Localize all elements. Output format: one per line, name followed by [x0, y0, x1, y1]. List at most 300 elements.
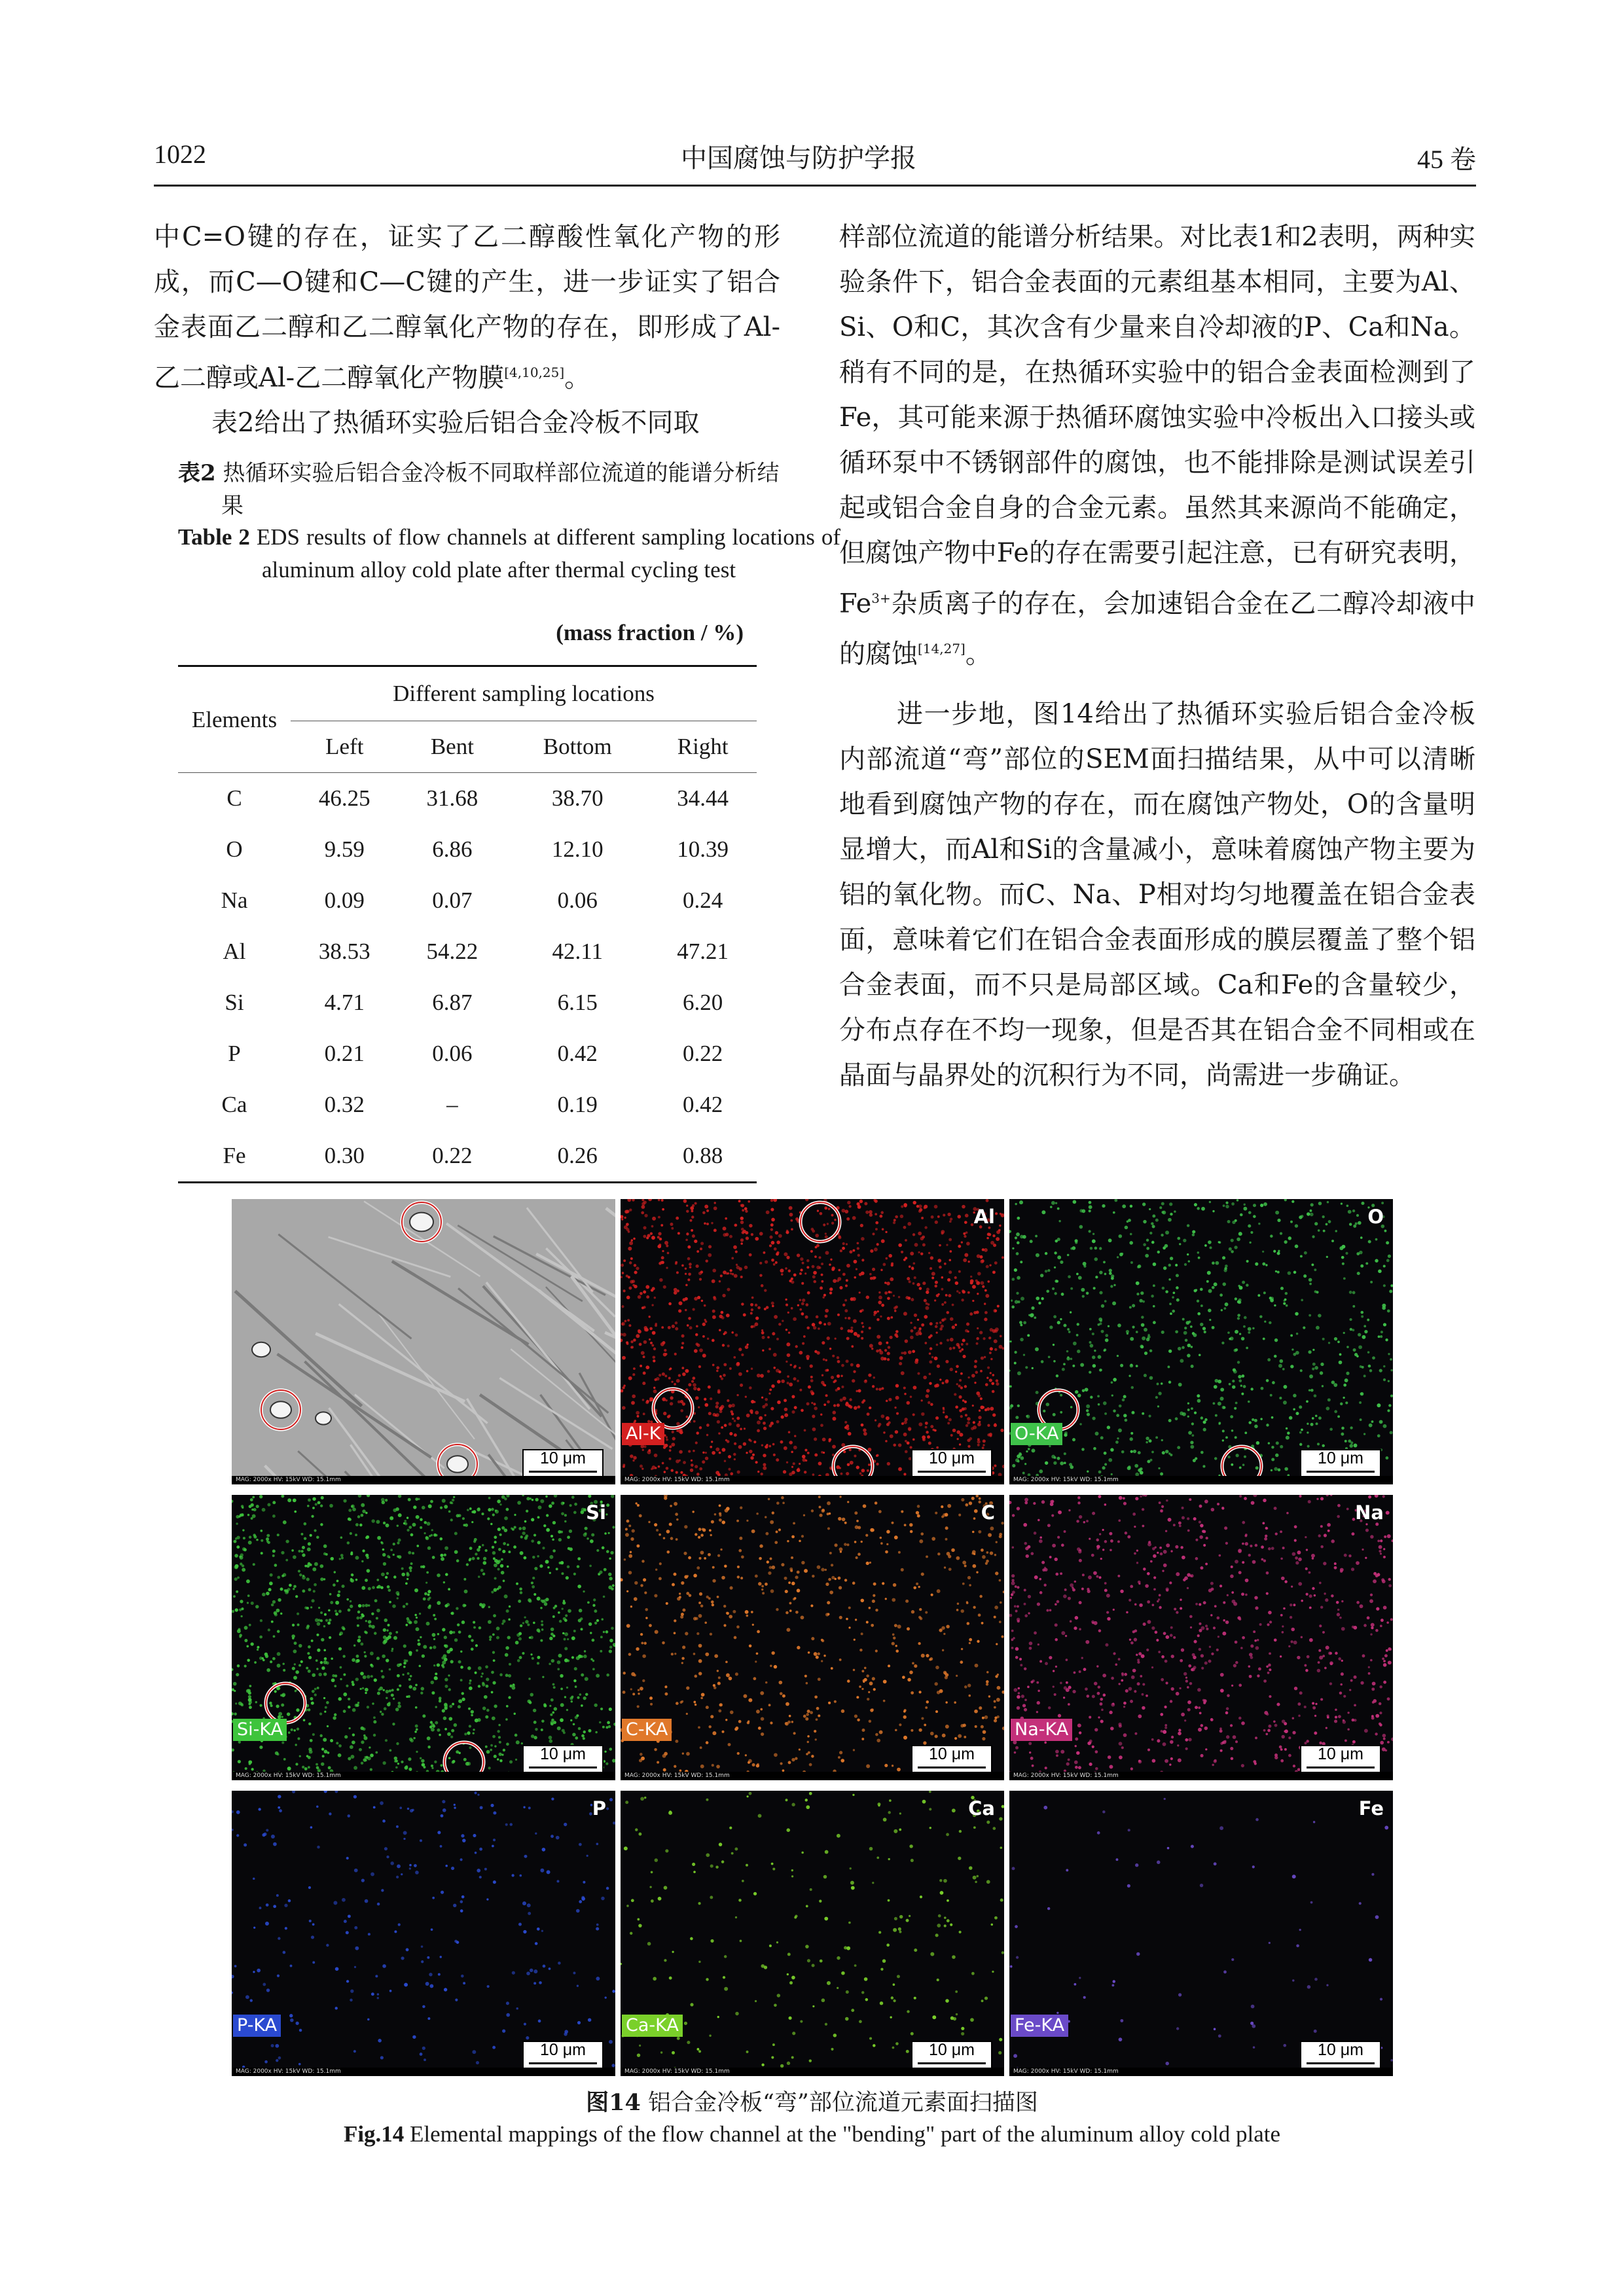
map-dot — [1053, 1670, 1055, 1672]
map-dot — [432, 1633, 436, 1637]
map-dot — [443, 1717, 447, 1721]
map-dot — [861, 1632, 863, 1635]
map-dot — [255, 1605, 259, 1608]
map-dot — [1034, 1632, 1037, 1635]
map-dot — [930, 1256, 933, 1259]
map-dot — [676, 1538, 678, 1541]
table-col-right: Right — [677, 734, 729, 759]
map-dot — [397, 1597, 399, 1599]
map-dot — [699, 1426, 702, 1429]
map-dot — [1089, 1210, 1091, 1212]
map-dot — [729, 1235, 732, 1238]
map-dot — [1231, 1202, 1235, 1206]
map-dot — [1045, 1252, 1047, 1255]
map-dot — [339, 1558, 341, 1560]
map-dot — [795, 1575, 798, 1579]
map-dot — [679, 1596, 681, 1598]
map-dot — [1070, 1287, 1073, 1290]
map-dot — [869, 1210, 873, 1214]
table-cell-element: Na — [221, 888, 248, 913]
map-dot — [530, 1653, 532, 1655]
map-dot — [790, 1219, 793, 1222]
map-dot — [960, 1372, 963, 1375]
map-dot — [1085, 1388, 1089, 1391]
map-dot — [1187, 1408, 1190, 1411]
map-dot — [929, 1322, 933, 1325]
map-dot — [494, 1541, 497, 1543]
map-dot — [1047, 1269, 1050, 1272]
map-dot — [965, 1213, 969, 1217]
map-dot — [409, 1653, 412, 1657]
map-dot — [249, 1706, 252, 1709]
map-dot — [506, 1609, 509, 1613]
map-dot — [810, 1250, 813, 1253]
map-dot — [488, 1620, 492, 1624]
map-dot — [299, 1573, 302, 1577]
map-dot — [1014, 1362, 1017, 1365]
map-dot — [433, 1534, 437, 1537]
map-dot — [325, 1706, 327, 1709]
map-dot — [298, 1664, 301, 1666]
map-dot — [808, 1751, 810, 1754]
map-dot — [403, 1522, 406, 1525]
map-dot — [643, 1372, 646, 1375]
map-dot — [976, 1342, 979, 1345]
map-dot — [603, 1596, 605, 1598]
map-dot — [712, 1280, 715, 1283]
map-dot — [1159, 1206, 1162, 1209]
map-dot — [323, 1672, 327, 1676]
map-dot — [624, 1320, 627, 1323]
map-dot — [1269, 1668, 1271, 1671]
map-dot — [724, 1424, 727, 1427]
map-dot — [962, 1205, 965, 1209]
map-dot — [688, 1383, 691, 1386]
map-dot — [844, 1210, 848, 1213]
map-dot — [629, 1242, 633, 1246]
map-dot — [875, 1501, 878, 1505]
map-dot — [1308, 1314, 1311, 1317]
map-dot — [781, 1273, 784, 1276]
surface-scratch — [511, 1349, 615, 1451]
map-dot — [1189, 1498, 1191, 1501]
map-dot — [502, 1619, 505, 1623]
map-dot — [895, 1215, 898, 1219]
map-dot — [423, 1645, 427, 1649]
map-dot — [1058, 1220, 1060, 1222]
map-dot — [1244, 1204, 1246, 1206]
map-dot — [585, 1693, 588, 1696]
map-dot — [735, 1672, 738, 1676]
map-dot — [643, 1235, 646, 1238]
map-dot — [651, 1468, 653, 1470]
map-dot — [1142, 1336, 1146, 1340]
map-dot — [983, 1730, 986, 1734]
map-dot — [812, 1275, 816, 1278]
map-dot — [1379, 1685, 1382, 1689]
map-dot — [637, 1504, 640, 1507]
map-dot — [823, 1452, 825, 1454]
map-dot — [743, 1695, 747, 1698]
map-dot — [814, 1652, 818, 1656]
map-dot — [1021, 1695, 1024, 1698]
map-dot — [968, 1695, 971, 1697]
map-dot — [1202, 1327, 1206, 1330]
map-dot — [888, 1346, 890, 1349]
map-dot — [247, 1689, 251, 1693]
map-dot — [773, 1263, 776, 1266]
map-dot — [723, 1363, 727, 1367]
map-dot — [304, 1522, 307, 1526]
table-cell-value: 0.42 — [557, 1041, 598, 1066]
map-dot — [1352, 1210, 1355, 1212]
journal-title: 中国腐蚀与防护学报 — [681, 143, 916, 173]
map-dot — [271, 1604, 274, 1607]
map-dot — [890, 1291, 893, 1294]
map-dot — [728, 1743, 731, 1746]
map-dot — [678, 1374, 681, 1376]
map-dot — [424, 1521, 427, 1524]
map-dot — [1105, 1338, 1109, 1342]
map-dot — [583, 1655, 587, 1659]
map-dot — [789, 1609, 792, 1612]
map-dot — [930, 1425, 933, 1428]
map-dot — [1218, 1241, 1220, 1243]
map-dot — [348, 1698, 350, 1700]
map-dot — [675, 1261, 677, 1264]
map-dot — [1279, 1397, 1282, 1399]
map-dot — [334, 1713, 336, 1716]
map-dot — [408, 1685, 412, 1689]
map-dot — [986, 1551, 988, 1554]
map-dot — [1060, 1411, 1062, 1414]
map-dot — [814, 1730, 816, 1732]
map-dot — [427, 1547, 431, 1550]
map-dot — [1093, 1447, 1096, 1450]
map-dot — [944, 1318, 947, 1320]
map-dot — [606, 1674, 609, 1677]
map-dot — [791, 1466, 793, 1468]
map-dot — [562, 1632, 564, 1634]
map-dot — [908, 1350, 912, 1354]
map-dot — [1273, 1250, 1276, 1253]
map-dot — [712, 1316, 716, 1319]
map-dot — [973, 1311, 977, 1314]
map-dot — [719, 1329, 721, 1331]
map-dot — [761, 1588, 763, 1590]
map-dot — [1262, 1263, 1265, 1266]
map-dot — [1027, 1334, 1030, 1336]
map-dot — [554, 1707, 557, 1710]
map-dot — [700, 1604, 703, 1607]
map-dot — [1269, 1297, 1272, 1299]
map-dot — [494, 1588, 497, 1592]
map-dot — [1076, 1334, 1079, 1336]
map-dot — [778, 1528, 781, 1531]
map-dot — [1293, 1353, 1296, 1356]
map-dot — [623, 1691, 626, 1694]
map-dot — [772, 1566, 776, 1570]
map-dot — [583, 1533, 587, 1537]
map-dot — [1370, 1281, 1373, 1283]
map-dot — [746, 1370, 749, 1372]
map-dot — [1130, 1337, 1134, 1341]
map-dot — [934, 1299, 936, 1301]
map-dot — [1092, 1333, 1094, 1335]
map-dot — [1389, 1289, 1392, 1293]
map-dot — [901, 1205, 903, 1208]
map-dot — [444, 1728, 447, 1731]
map-dot — [458, 1705, 461, 1708]
map-dot — [1388, 1660, 1392, 1664]
map-dot — [324, 1711, 326, 1713]
map-dot — [444, 1658, 448, 1662]
map-dot — [560, 1703, 564, 1707]
map-dot — [1089, 1205, 1092, 1209]
map-dot — [897, 1768, 901, 1772]
map-dot — [505, 1674, 509, 1677]
map-dot — [1115, 1441, 1119, 1444]
map-dot — [1315, 1414, 1318, 1417]
map-dot — [930, 1732, 934, 1736]
map-dot — [314, 1529, 317, 1532]
map-dot — [578, 1727, 581, 1731]
scale-label: 10 μm — [540, 1449, 586, 1467]
map-dot — [782, 1319, 784, 1321]
map-dot — [1215, 1414, 1218, 1417]
map-dot — [351, 1505, 353, 1508]
map-dot — [386, 1659, 389, 1662]
map-dot — [1322, 1338, 1325, 1340]
map-dot — [882, 1582, 884, 1585]
map-dot — [426, 1622, 430, 1626]
table-cell-value: 10.39 — [677, 836, 729, 862]
map-dot — [696, 1566, 700, 1570]
map-dot — [1173, 1524, 1176, 1526]
map-dot — [695, 1333, 698, 1336]
map-dot — [875, 1609, 878, 1611]
map-dot — [1109, 1268, 1112, 1272]
map-dot — [1151, 1451, 1154, 1454]
map-dot — [291, 1549, 294, 1552]
map-dot — [333, 1716, 336, 1719]
map-dot — [280, 1613, 282, 1615]
map-dot — [238, 1515, 240, 1517]
map-dot — [741, 1354, 744, 1356]
map-dot — [876, 1318, 879, 1321]
map-dot — [1361, 1315, 1363, 1318]
map-dot — [832, 1417, 836, 1421]
map-dot — [961, 1498, 964, 1501]
map-dot — [931, 1537, 935, 1541]
map-dot — [1096, 1539, 1099, 1542]
map-dot — [726, 1674, 730, 1677]
map-dot — [1180, 1412, 1183, 1416]
map-dot — [356, 1659, 359, 1662]
map-dot — [1060, 1682, 1062, 1685]
map-dot — [287, 1588, 291, 1591]
map-dot — [956, 1430, 960, 1434]
map-dot — [819, 1266, 821, 1269]
map-dot — [312, 1690, 315, 1693]
map-dot — [414, 1614, 416, 1616]
map-dot — [723, 1333, 725, 1335]
map-dot — [1200, 1451, 1204, 1454]
map-dot — [325, 1619, 328, 1622]
map-dot — [1170, 1213, 1172, 1215]
map-dot — [1161, 1678, 1164, 1681]
map-dot — [1125, 1414, 1127, 1417]
map-dot — [804, 1449, 807, 1452]
map-dot — [726, 1612, 729, 1615]
map-dot — [748, 1698, 752, 1702]
table-cell-value: 9.59 — [324, 836, 365, 862]
map-dot — [416, 1545, 419, 1547]
map-dot — [686, 1752, 690, 1756]
map-dot — [355, 1579, 358, 1581]
map-dot — [596, 1549, 599, 1552]
map-dot — [698, 1528, 702, 1531]
map-dot — [964, 1401, 967, 1403]
map-dot — [990, 1358, 992, 1360]
map-dot — [469, 1507, 472, 1510]
map-dot — [742, 1209, 744, 1211]
map-dot — [1269, 1321, 1271, 1324]
map-dot — [564, 1619, 568, 1622]
map-dot — [498, 1548, 501, 1551]
map-dot — [1107, 1426, 1110, 1429]
map-dot — [384, 1707, 387, 1710]
map-dot — [838, 1517, 842, 1521]
map-dot — [1310, 1213, 1314, 1217]
map-dot — [523, 1556, 526, 1560]
map-dot — [541, 1719, 544, 1722]
map-dot — [717, 1670, 719, 1672]
map-dot — [827, 1322, 831, 1326]
map-dot — [655, 1630, 659, 1634]
map-dot — [1301, 1636, 1303, 1638]
map-dot — [272, 1657, 276, 1660]
map-dot — [912, 1413, 915, 1416]
map-dot — [781, 1415, 784, 1418]
map-dot — [1238, 1717, 1242, 1720]
map-dot — [1103, 1350, 1105, 1352]
map-dot — [859, 1200, 863, 1204]
map-dot — [1250, 1231, 1253, 1234]
map-dot — [736, 1625, 740, 1628]
map-dot — [1139, 1299, 1142, 1302]
map-dot — [553, 1607, 556, 1609]
map-dot — [1024, 1614, 1028, 1617]
map-dot — [282, 1662, 284, 1664]
map-dot — [724, 1565, 727, 1568]
map-dot — [994, 1348, 997, 1351]
map-dot — [1163, 1550, 1167, 1554]
corrosion-product — [252, 1342, 270, 1357]
map-dot — [706, 1210, 709, 1212]
map-dot — [270, 1704, 273, 1707]
map-dot — [946, 1244, 948, 1246]
map-dot — [307, 1652, 310, 1655]
map-dot — [564, 1647, 568, 1650]
map-dot — [435, 1721, 438, 1725]
map-dot — [765, 1681, 768, 1684]
map-dot — [771, 1302, 774, 1305]
map-dot — [981, 1281, 984, 1285]
map-dot — [1241, 1721, 1245, 1725]
map-dot — [1216, 1617, 1219, 1620]
map-dot — [811, 1755, 814, 1758]
map-dot — [541, 1620, 543, 1623]
map-dot — [1054, 1693, 1056, 1696]
map-dot — [757, 1374, 761, 1378]
map-dot — [343, 1499, 346, 1502]
map-dot — [982, 1555, 986, 1559]
map-dot — [1271, 1458, 1274, 1462]
map-dot — [670, 1223, 673, 1226]
map-dot — [602, 1547, 605, 1550]
map-dot — [527, 1700, 531, 1704]
map-dot — [651, 1236, 655, 1240]
map-dot — [727, 1399, 729, 1402]
map-dot — [993, 1244, 996, 1247]
map-dot — [793, 1446, 797, 1450]
map-dot — [877, 1310, 879, 1312]
map-dot — [942, 1382, 945, 1384]
map-dot — [1348, 1210, 1352, 1214]
map-dot — [726, 1314, 730, 1318]
map-dot — [1138, 1451, 1141, 1454]
map-dot — [594, 1622, 597, 1624]
map-dot — [1123, 1395, 1127, 1398]
map-dot — [716, 1370, 718, 1372]
map-dot — [628, 1276, 630, 1278]
map-dot — [665, 1353, 668, 1355]
map-dot — [324, 1613, 327, 1616]
map-dot — [654, 1523, 657, 1526]
map-dot — [294, 1641, 297, 1645]
map-dot — [997, 1305, 1000, 1308]
map-dot — [767, 1336, 770, 1338]
map-dot — [987, 1232, 990, 1236]
map-dot — [967, 1376, 969, 1378]
map-dot — [503, 1580, 505, 1583]
map-dot — [410, 1562, 413, 1565]
map-dot — [919, 1332, 922, 1335]
map-dot — [630, 1551, 632, 1553]
map-dot — [983, 1439, 986, 1443]
map-dot — [663, 1412, 666, 1415]
map-dot — [283, 1520, 287, 1524]
map-dot — [671, 1381, 673, 1383]
map-dot — [1212, 1326, 1215, 1329]
map-dot — [1029, 1641, 1033, 1645]
map-dot — [348, 1706, 350, 1708]
map-dot — [952, 1325, 955, 1329]
map-dot — [252, 1496, 255, 1499]
map-dot — [1261, 1387, 1264, 1390]
map-dot — [611, 1627, 614, 1630]
map-dot — [1104, 1273, 1107, 1276]
map-dot — [444, 1636, 447, 1639]
map-dot — [1113, 1378, 1117, 1382]
map-dot — [885, 1440, 888, 1443]
map-dot — [297, 1613, 299, 1615]
map-dot — [381, 1676, 384, 1679]
map-dot — [746, 1452, 748, 1454]
map-dot — [1064, 1431, 1068, 1435]
map-dot — [696, 1431, 699, 1435]
